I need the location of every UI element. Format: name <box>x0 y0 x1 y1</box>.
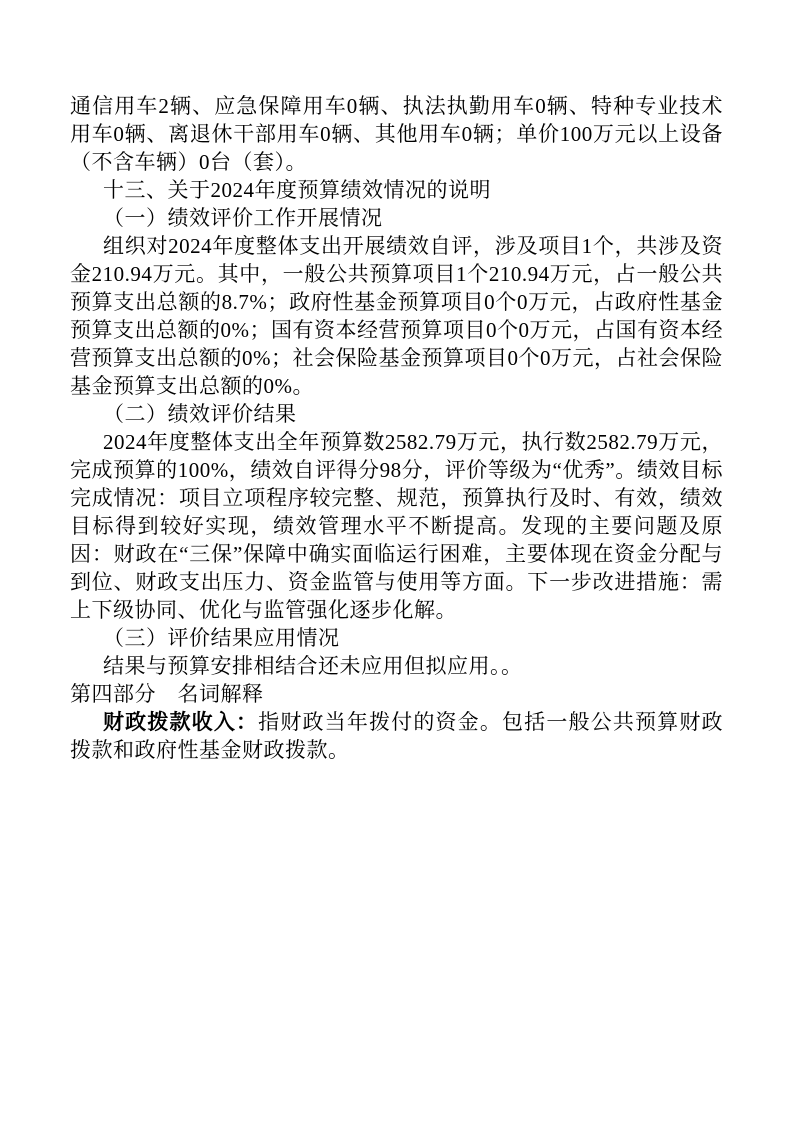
term-label: 财政拨款收入： <box>103 710 259 734</box>
term-definition-paragraph <box>70 708 723 764</box>
subsection-3-paragraph: 结果与预算安排相结合还未应用但拟应用。。 <box>103 654 523 678</box>
subsection-1-heading: （一）绩效评价工作开展情况 <box>103 206 383 230</box>
subsection-1-paragraph: 组织对2024年度整体支出开展绩效自评，涉及项目1个，共涉及资金210.94万元。其中，一般公共预算项目1个210.94万元，占一般公共预算支出总额的8.7%；政府性基金预算项目0个0万元，占政府性基金预算支出总额的0%；国有资本经营预算项目0个0万元，占国有资本经营预算支出总额的0%；社会保险基金预算项目0个0万元，占社会保险基金预算支出总额的0%。 <box>70 234 723 398</box>
part-4-title: 第四部分 名词解释 <box>70 682 264 706</box>
subsection-2-heading: （二）绩效评价结果 <box>103 402 297 426</box>
subsection-3-heading: （三）评价结果应用情况 <box>103 626 340 650</box>
subsection-2-paragraph: 2024年度整体支出全年预算数2582.79万元，执行数2582.79万元，完成预算的100%，绩效自评得分98分，评价等级为“优秀”。绩效目标完成情况：项目立项程序较完整、规范，预算执行及时、有效，绩效目标得到较好实现，绩效管理水平不断提高。发现的主要问题及原因：财政在“三保”保障中确实面临运行困难，主要体现在资金分配与到位、财政支出压力、资金监管与使用等方面。下一步改进措施：需上下级协同、优化与监管强化逐步化解。 <box>70 430 723 622</box>
section-13-heading: 十三、关于2024年度预算绩效情况的说明 <box>103 178 491 202</box>
paragraph-vehicles-continuation: 通信用车2辆、应急保障用车0辆、执法执勤用车0辆、特种专业技术用车0辆、离退休干部用车0辆、其他用车0辆；单价100万元以上设备（不含车辆）0台（套）。 <box>70 94 723 174</box>
term-definition: 指财政当年拨付的资金。包括一般公共预算财政拨款和政府性基金财政拨款。 <box>70 710 724 762</box>
